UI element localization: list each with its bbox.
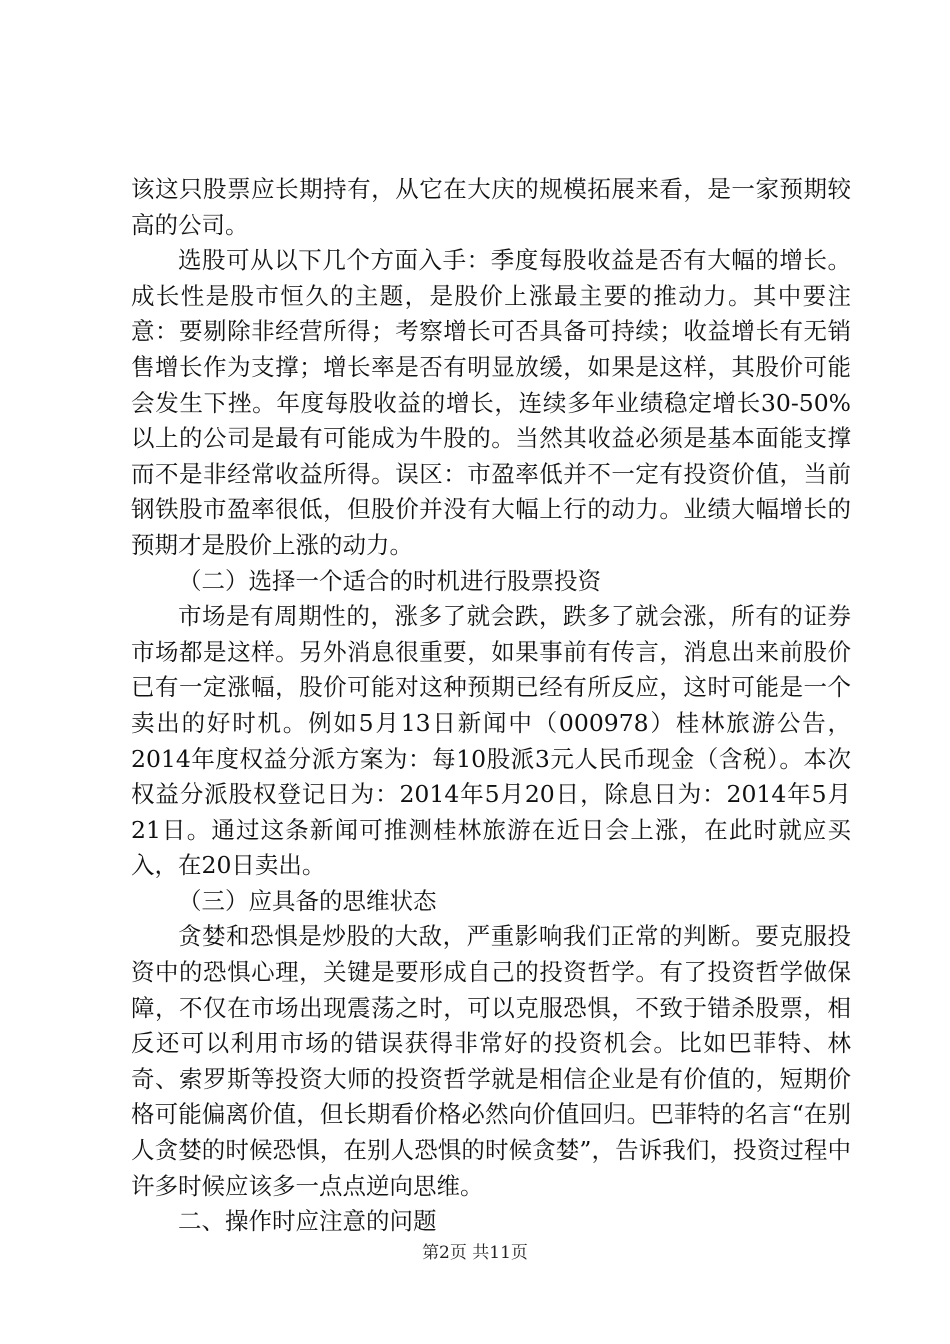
page-footer: 第2页 共11页 [422, 1243, 528, 1263]
chapter-heading-2: 二、操作时应注意的问题 [178, 1207, 437, 1236]
paragraph-3: 市场是有周期性的，涨多了就会跌，跌多了就会涨，所有的证券市场都是这样。另外消息很重要，如果事前有传言，消息出来前股价已有一定涨幅，股价可能对这种预期已经有所反应，这时可能是一个卖出的好时机。例如5月13日新闻中（000978）桂林旅游公告，2014年度权益分派方案为：每10股派3元人民币现金（含税）。本次权益分派股权登记日为：2014年5月20日，除息日为：2014年5月21日。通过这条新闻可推测桂林旅游在近日会上涨，在此时就应买入，在20日卖出。 [131, 602, 851, 880]
paragraph-4: 贪婪和恐惧是炒股的大敌，严重影响我们正常的判断。要克服投资中的恐惧心理，关键是要形成自己的投资哲学。有了投资哲学做保障，不仅在市场出现震荡之时，可以克服恐惧，不致于错杀股票，相反还可以利用市场的错误获得非常好的投资机会。比如巴菲特、林奇、索罗斯等投资大师的投资哲学就是相信企业是有价值的，短期价格可能偏离价值，但长期看价格必然向价值回归。巴菲特的名言“在别人贪婪的时候恐惧，在别人恐惧的时候贪婪”，告诉我们，投资过程中许多时候应该多一点点逆向思维。 [131, 922, 851, 1200]
section-heading-3: （三）应具备的思维状态 [178, 886, 437, 915]
section-heading-2: （二）选择一个适合的时机进行股票投资 [178, 566, 601, 595]
paragraph-2: 选股可从以下几个方面入手：季度每股收益是否有大幅的增长。成长性是股市恒久的主题，是股价上涨最主要的推动力。其中要注意：要剔除非经营所得；考察增长可否具备可持续；收益增长有无销售增长作为支撑；增长率是否有明显放缓，如果是这样，其股价可能会发生下挫。年度每股收益的增长，连续多年业绩稳定增长30-50%以上的公司是最有可能成为牛股的。当然其收益必须是基本面能支撑而不是非经常收益所得。误区：市盈率低并不一定有投资价值，当前钢铁股市盈率很低，但股价并没有大幅上行的动力。业绩大幅增长的预期才是股价上涨的动力。 [131, 246, 851, 559]
document-body [131, 172, 851, 1240]
paragraph-1: 该这只股票应长期持有，从它在大庆的规模拓展来看，是一家预期较高的公司。 [131, 175, 851, 239]
